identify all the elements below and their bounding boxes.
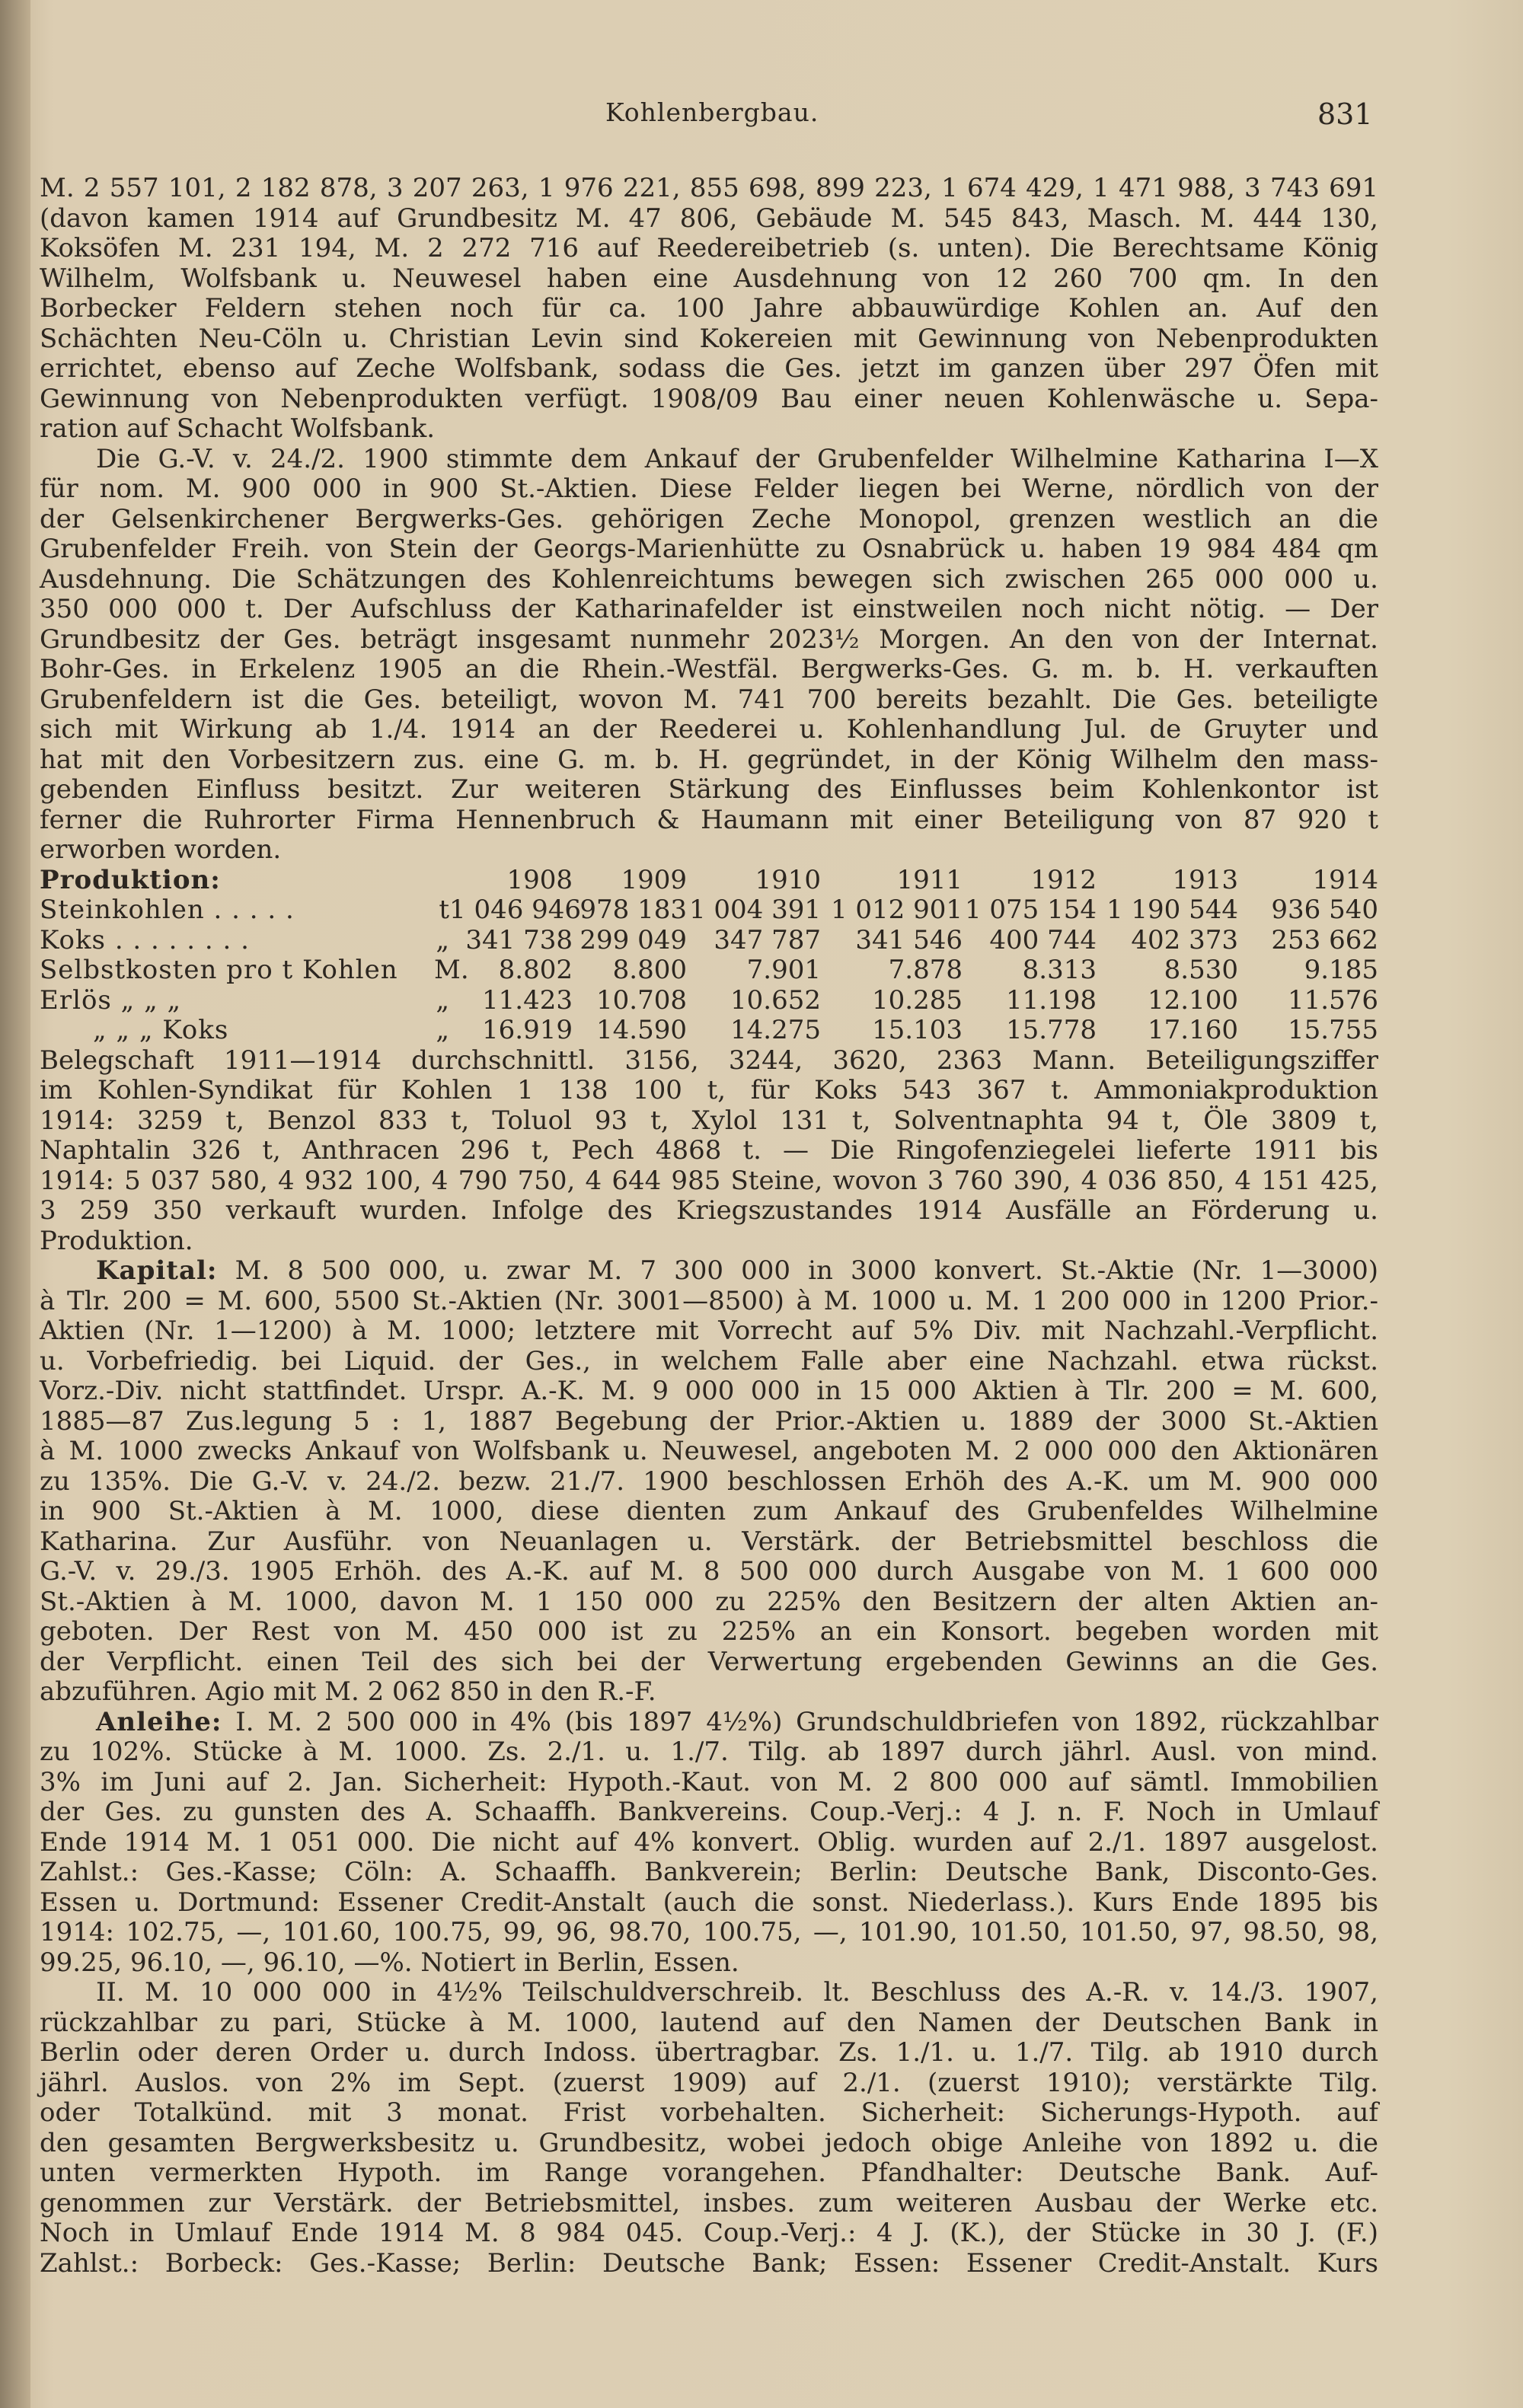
row-label: Erlös „ „ „ — [40, 984, 182, 1016]
text-line: Ende 1914 M. 1 051 000. Die nicht auf 4% konvert. Oblig. wurden auf 2./1. 1897 ausgelost. — [40, 1826, 1378, 1858]
production-header-row — [40, 866, 1378, 896]
text-line: Koksöfen M. 231 194, M. 2 272 716 auf Reedereibetrieb (s. unten). Die Berechtsame König — [40, 233, 1378, 263]
text-line: Bohr-Ges. in Erkelenz 1905 an die Rhein.-Westfäl. Bergwerks-Ges. G. m. b. H. verkauften — [40, 654, 1378, 684]
text-line: 99.25, 96.10, —, 96.10, —%. Notiert in Berlin, Essen. — [40, 1947, 739, 1978]
table-cell: 10.652 — [730, 984, 821, 1016]
row-unit: „ — [436, 984, 449, 1016]
text-line: St.-Aktien à M. 1000, davon M. 1 150 000 zu 225% den Besitzern der alten Aktien an- — [40, 1586, 1378, 1617]
table-row — [40, 955, 1378, 986]
table-cell: 12.100 — [1148, 984, 1238, 1016]
page-header — [0, 97, 1523, 136]
text-line: Anleihe: I. M. 2 500 000 in 4% (bis 1897 4½%) Grundschuldbriefen von 1892, rückzahlbar — [96, 1706, 1378, 1737]
table-cell: 15.755 — [1288, 1015, 1378, 1045]
text-line: Vorz.-Div. nicht stattfindet. Urspr. A.-K. M. 9 000 000 in 15 000 Aktien à Tlr. 200 = M. 600, — [40, 1376, 1378, 1406]
table-cell: 8.313 — [1022, 955, 1097, 985]
text-line: u. Vorbefriedig. bei Liquid. der Ges., in welchem Falle aber eine Nachzahl. etwa rückst. — [40, 1345, 1378, 1376]
text-line: Kapital: M. 8 500 000, u. zwar M. 7 300 000 in 3000 konvert. St.-Aktie (Nr. 1—3000) — [96, 1255, 1378, 1286]
table-cell: 9.185 — [1304, 955, 1378, 985]
text-line: abzuführen. Agio mit M. 2 062 850 in den R.-F. — [40, 1676, 656, 1707]
table-cell: 14.275 — [730, 1015, 821, 1045]
text-line: zu 135%. Die G.-V. v. 24./2. bezw. 21./7. 1900 beschlossen Erhöh des A.-K. um M. 900 000 — [40, 1466, 1378, 1497]
text-line: II. M. 10 000 000 in 4½% Teilschuldverschreib. lt. Beschluss des A.-R. v. 14./3. 1907, — [96, 1977, 1378, 2008]
text-line: sich mit Wirkung ab 1./4. 1914 an der Reederei u. Kohlenhandlung Jul. de Gruyter und — [40, 714, 1378, 745]
text-line: geboten. Der Rest von M. 450 000 ist zu 225% an ein Konsort. begeben worden mit — [40, 1616, 1378, 1647]
table-cell: 8.802 — [498, 955, 573, 985]
year-header: 1913 — [1172, 864, 1238, 895]
section-anleihe — [40, 1708, 1378, 1979]
text-line: oder Totalkünd. mit 3 monat. Frist vorbehalten. Sicherheit: Sicherungs-Hypoth. auf — [40, 2097, 1378, 2128]
text-line: gebenden Einfluss besitzt. Zur weiteren Stärkung des Einflusses beim Kohlenkontor ist — [40, 774, 1378, 805]
text-line: M. 2 557 101, 2 182 878, 3 207 263, 1 976 221, 855 698, 899 223, 1 674 429, 1 471 988, 3 743 691 — [40, 173, 1378, 203]
anleihe-label: Anleihe: — [96, 1706, 222, 1737]
text-line: 1885—87 Zus.legung 5 : 1, 1887 Begebung der Prior.-Aktien u. 1889 der 3000 St.-Aktien — [40, 1405, 1378, 1437]
text-line: Grubenfelder Freih. von Stein der Georgs-Marienhütte zu Osnabrück u. haben 19 984 484 qm — [40, 534, 1378, 564]
text-line: genommen zur Verstärk. der Betriebsmittel, insbes. zum weiteren Ausbau der Werke etc. — [40, 2187, 1378, 2218]
text-line: der Gelsenkirchener Bergwerks-Ges. gehörigen Zeche Monopol, grenzen westlich an die — [40, 503, 1378, 534]
table-cell: 1 012 901 — [830, 895, 963, 925]
table-cell: 1 190 544 — [1106, 895, 1238, 925]
row-unit: t — [439, 895, 449, 925]
text-line: Aktien (Nr. 1—1200) à M. 1000; letztere mit Vorrecht auf 5% Div. mit Nachzahl.-Verpflicht. — [40, 1316, 1378, 1346]
row-unit: M. — [434, 955, 469, 985]
table-row — [40, 986, 1378, 1016]
text-line: Berlin oder deren Order u. durch Indoss. übertragbar. Zs. 1./1. u. 1./7. Tilg. ab 1910 durch — [40, 2037, 1378, 2068]
table-cell: 14.590 — [596, 1015, 687, 1045]
year-header: 1911 — [896, 864, 963, 895]
text-line: Grundbesitz der Ges. beträgt insgesamt nunmehr 2023½ Morgen. An den von der Internat. — [40, 624, 1378, 655]
text-line: 1914: 3259 t, Benzol 833 t, Toluol 93 t, Xylol 131 t, Solventnaphta 94 t, Öle 3809 t, — [40, 1105, 1378, 1136]
text-line: Belegschaft 1911—1914 durchschnittl. 3156, 3244, 3620, 2363 Mann. Beteiligungsziffer — [40, 1045, 1378, 1076]
text-line: Ausdehnung. Die Schätzungen des Kohlenreichtums bewegen sich zwischen 265 000 000 u. — [40, 563, 1378, 595]
table-cell: 978 183 — [580, 895, 687, 925]
text-line: jährl. Auslos. von 2% im Sept. (zuerst 1909) auf 2./1. (zuerst 1910); verstärkte Tilg. — [40, 2067, 1378, 2098]
table-cell: 7.901 — [746, 955, 821, 985]
text-line: 350 000 000 t. Der Aufschluss der Katharinafelder ist einstweilen noch nicht nötig. — Der — [40, 594, 1378, 624]
section-kapital — [40, 1256, 1378, 1708]
text-line: der Verpflicht. einen Teil des sich bei der Verwertung ergebenden Gewinns an die Ges. — [40, 1646, 1378, 1677]
text-line: Katharina. Zur Ausführ. von Neuanlagen u. Verstärk. der Betriebsmittel beschloss die — [40, 1526, 1378, 1557]
text-line: für nom. M. 900 000 in 900 St.-Aktien. Diese Felder liegen bei Werne, nördlich von der — [40, 474, 1378, 504]
table-cell: 11.198 — [1006, 984, 1097, 1016]
text-line: Grubenfeldern ist die Ges. beteiligt, wovon M. 741 700 bereits bezahlt. Die Ges. beteiligte — [40, 684, 1378, 715]
paragraph-fields — [40, 445, 1378, 866]
text-line: à Tlr. 200 = M. 600, 5500 St.-Aktien (Nr. 3001—8500) à M. 1000 u. M. 1 200 000 in 1200 Prior.- — [40, 1285, 1378, 1316]
text-line: den gesamten Bergwerksbesitz u. Grundbesitz, wobei jedoch obige Anleihe von 1892 u. die — [40, 2127, 1378, 2158]
table-cell: 10.285 — [872, 984, 963, 1016]
year-header: 1910 — [755, 864, 821, 895]
paragraph-assets — [40, 174, 1378, 445]
table-cell: 341 738 — [465, 924, 573, 955]
text-line: Naphtalin 326 t, Anthracen 296 t, Pech 4868 t. — Die Ringofenziegelei lieferte 1911 bis — [40, 1135, 1378, 1166]
text-line: à M. 1000 zwecks Ankauf von Wolfsbank u. Neuwesel, angeboten M. 2 000 000 den Aktionären — [40, 1436, 1378, 1466]
table-row — [40, 1016, 1378, 1046]
text-line: Borbecker Feldern stehen noch für ca. 100 Jahre abbauwürdige Kohlen an. Auf den — [40, 293, 1378, 324]
text-line: Essen u. Dortmund: Essener Credit-Anstalt (auch die sonst. Niederlass.). Kurs Ende 1895 bis — [40, 1887, 1378, 1918]
row-label: Steinkohlen . . . . . — [40, 895, 295, 925]
text-line: im Kohlen-Syndikat für Kohlen 1 138 100 t, für Koks 543 367 t. Ammoniakproduktion — [40, 1075, 1378, 1105]
table-cell: 253 662 — [1271, 924, 1378, 955]
text-line: unten vermerkten Hypoth. im Range vorangehen. Pfandhalter: Deutsche Bank. Auf- — [40, 2158, 1378, 2188]
table-cell: 16.919 — [482, 1015, 573, 1045]
table-cell: 347 787 — [714, 924, 821, 955]
table-cell: 1 046 946 — [449, 895, 582, 925]
row-unit: „ — [436, 1015, 449, 1045]
table-cell: 15.103 — [872, 1015, 963, 1045]
book-spine-shadow — [0, 0, 30, 2408]
table-cell: 15.778 — [1006, 1015, 1097, 1045]
row-label: „ „ „ Koks — [93, 1015, 229, 1045]
table-cell: 10.708 — [596, 984, 687, 1016]
table-cell: 341 546 — [855, 924, 963, 955]
kapital-label: Kapital: — [96, 1255, 218, 1286]
text-line: Zahlst.: Borbeck: Ges.-Kasse; Berlin: Deutsche Bank; Essen: Essener Credit-Anstalt. Kurs — [40, 2247, 1378, 2279]
production-table — [40, 866, 1378, 1046]
text-line: G.-V. v. 29./3. 1905 Erhöh. des A.-K. auf M. 8 500 000 durch Ausgabe von M. 1 600 000 — [40, 1556, 1378, 1587]
text-line: in 900 St.-Aktien à M. 1000, diese dienten zum Ankauf des Grubenfeldes Wilhelmine — [40, 1496, 1378, 1526]
row-label: Koks . . . . . . . . — [40, 924, 250, 955]
table-row — [40, 895, 1378, 926]
table-cell: 8.530 — [1164, 955, 1238, 985]
text-line: 3 259 350 verkauft wurden. Infolge des Kriegszustandes 1914 Ausfälle an Förderung u. — [40, 1195, 1378, 1226]
table-row — [40, 926, 1378, 956]
text-line: ferner die Ruhrorter Firma Hennenbruch & Haumann mit einer Beteiligung von 87 920 t — [40, 804, 1378, 835]
page-number: 831 — [1317, 97, 1373, 131]
text-line: Gewinnung von Nebenprodukten verfügt. 1908/09 Bau einer neuen Kohlenwäsche u. Sepa- — [40, 383, 1378, 414]
paragraph-workforce — [40, 1046, 1378, 1257]
table-cell: 936 540 — [1271, 895, 1378, 925]
production-label: Produktion: — [40, 864, 221, 895]
table-cell: 400 744 — [989, 924, 1097, 955]
text-line: rückzahlbar zu pari, Stücke à M. 1000, lautend auf den Namen der Deutschen Bank in — [40, 2007, 1378, 2038]
text-line: ration auf Schacht Wolfsbank. — [40, 413, 436, 444]
text-line: 3% im Juni auf 2. Jan. Sicherheit: Hypoth.-Kaut. von M. 2 800 000 auf sämtl. Immobilien — [40, 1766, 1378, 1797]
text-line: errichtet, ebenso auf Zeche Wolfsbank, sodass die Ges. jetzt im ganzen über 297 Öfen mit — [40, 353, 1378, 384]
table-cell: 299 049 — [580, 924, 687, 955]
table-cell: 8.800 — [612, 955, 687, 985]
row-label: Selbstkosten pro t Kohlen — [40, 955, 398, 985]
table-cell: 11.576 — [1288, 984, 1378, 1016]
running-title: Kohlenbergbau. — [605, 97, 819, 127]
text-line: der Ges. zu gunsten des A. Schaaffh. Bankvereins. Coup.-Verj.: 4 J. n. F. Noch in Umlauf — [40, 1797, 1378, 1827]
table-cell: 1 004 391 — [688, 895, 821, 925]
table-cell: 7.878 — [888, 955, 963, 985]
row-unit: „ — [436, 924, 449, 955]
text-line: Wilhelm, Wolfsbank u. Neuwesel haben eine Ausdehnung von 12 260 700 qm. In den — [40, 263, 1378, 294]
text-line: zu 102%. Stücke à M. 1000. Zs. 2./1. u. 1./7. Tilg. ab 1897 durch jährl. Ausl. von mind. — [40, 1737, 1378, 1767]
year-header: 1912 — [1030, 864, 1097, 895]
text-line: Zahlst.: Ges.-Kasse; Cöln: A. Schaaffh. Bankverein; Berlin: Deutsche Bank, Disconto-Ges. — [40, 1857, 1378, 1887]
text-line: Noch in Umlauf Ende 1914 M. 8 984 045. Coup.-Verj.: 4 J. (K.), der Stücke in 30 J. (F.) — [40, 2218, 1378, 2248]
table-cell: 11.423 — [482, 984, 573, 1016]
text-line: 1914: 5 037 580, 4 932 100, 4 790 750, 4 644 985 Steine, wovon 3 760 390, 4 036 850, 4 151 425, — [40, 1165, 1378, 1196]
text-line: Die G.-V. v. 24./2. 1900 stimmte dem Ankauf der Grubenfelder Wilhelmine Katharina I—X — [96, 443, 1378, 474]
year-header: 1914 — [1312, 864, 1378, 895]
text-line: erworben worden. — [40, 834, 282, 865]
year-header: 1909 — [621, 864, 687, 895]
year-header: 1908 — [506, 864, 573, 895]
text-line: Schächten Neu-Cöln u. Christian Levin sind Kokereien mit Gewinnung von Nebenprodukten — [40, 323, 1378, 354]
text-line: (davon kamen 1914 auf Grundbesitz M. 47 806, Gebäude M. 545 843, Masch. M. 444 130, — [40, 203, 1378, 234]
table-cell: 17.160 — [1148, 1015, 1238, 1045]
text-line: Produktion. — [40, 1225, 193, 1256]
section-anleihe-2 — [40, 1978, 1378, 2279]
text-line: 1914: 102.75, —, 101.60, 100.75, 99, 96, 98.70, 100.75, —, 101.90, 101.50, 101.50, 97, 98.50, 98, — [40, 1917, 1378, 1947]
text-line: hat mit den Vorbesitzern zus. eine G. m. b. H. gegründet, in der König Wilhelm den mass- — [40, 744, 1378, 775]
page-body — [40, 174, 1378, 2279]
table-cell: 1 075 154 — [964, 895, 1097, 925]
table-cell: 402 373 — [1131, 924, 1238, 955]
